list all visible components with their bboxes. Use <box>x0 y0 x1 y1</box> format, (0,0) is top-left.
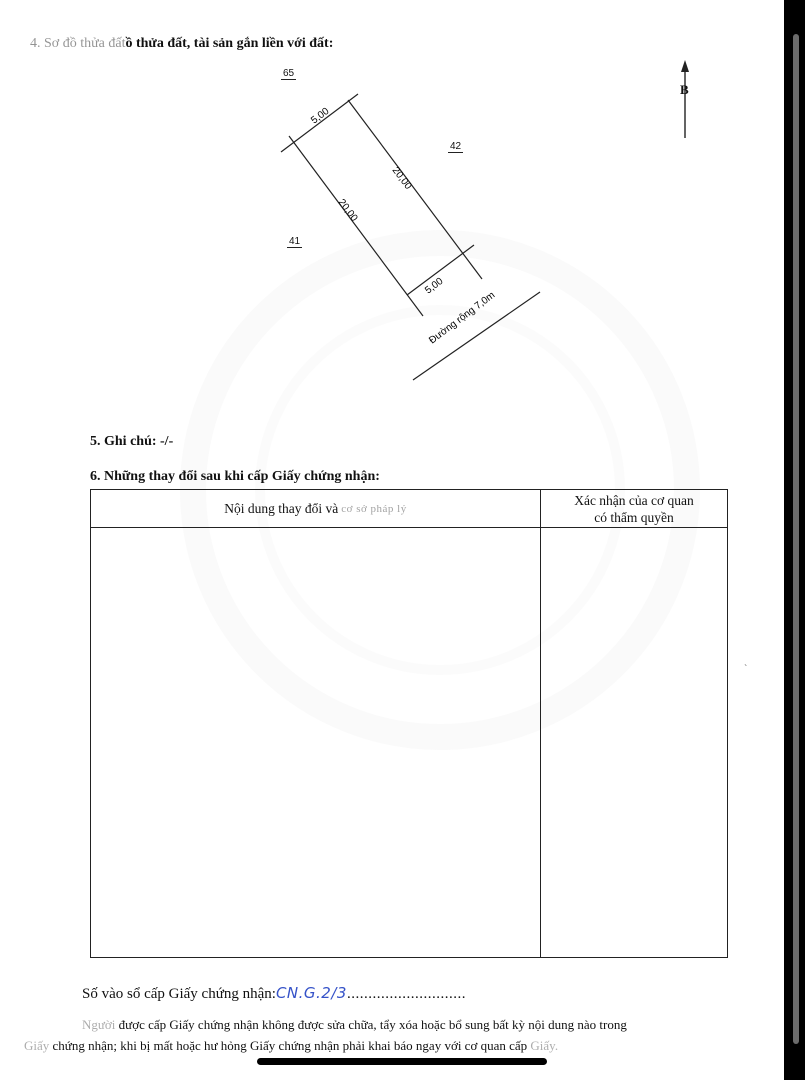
table-header-confirmation: Xác nhận của cơ quan có thẩm quyền <box>574 493 694 525</box>
certificate-record-line: Số vào sổ cấp Giấy chứng nhận:CN.G.2/3............................ <box>82 984 466 1002</box>
plot-diagram <box>0 0 784 440</box>
plot-left-boundary <box>289 136 423 316</box>
dim-right: 20,00 <box>389 165 414 192</box>
plot-section-title: 4. Sơ đồ thửa đấtồ thửa đất, tài sản gắn liền với đất: <box>30 36 334 51</box>
dim-top: 5,00 <box>309 105 332 127</box>
changes-table <box>90 489 728 958</box>
neighbor-lot-east: 42 <box>450 141 462 152</box>
road-label: Đường rộng 7,0m <box>427 289 498 347</box>
table-header-divider <box>91 527 727 528</box>
neighbor-lot-north: 65 <box>283 68 295 79</box>
table-header-changes: Nội dung thay đổi và cơ sở pháp lý <box>224 500 407 516</box>
table-column-divider <box>540 490 541 957</box>
margin-mark: ˋ <box>744 664 748 675</box>
handwritten-record-number: CN.G.2/3 <box>275 984 347 1002</box>
neighbor-lot-west: 41 <box>289 236 301 247</box>
dim-left: 20,00 <box>335 197 360 224</box>
dim-bottom: 5,00 <box>423 275 446 297</box>
north-label: B <box>680 82 689 97</box>
plot-right-boundary <box>348 100 482 279</box>
notes-heading: 5. Ghi chú: -/- <box>90 434 174 449</box>
changes-heading: 6. Những thay đổi sau khi cấp Giấy chứng nhận: <box>90 469 380 484</box>
home-indicator[interactable] <box>257 1058 547 1065</box>
north-arrow-head <box>681 60 689 72</box>
scrollbar-thumb[interactable] <box>793 34 799 1044</box>
footer-line-2: Giấy chứng nhận; khi bị mất hoặc hư hỏng Giấy chứng nhận phải khai báo ngay với cơ quan cấp Giấy. <box>24 1038 559 1053</box>
footer-line-1: Người được cấp Giấy chứng nhận không được sửa chữa, tẩy xóa hoặc bổ sung bất kỳ nội dung nào trong <box>82 1017 627 1032</box>
